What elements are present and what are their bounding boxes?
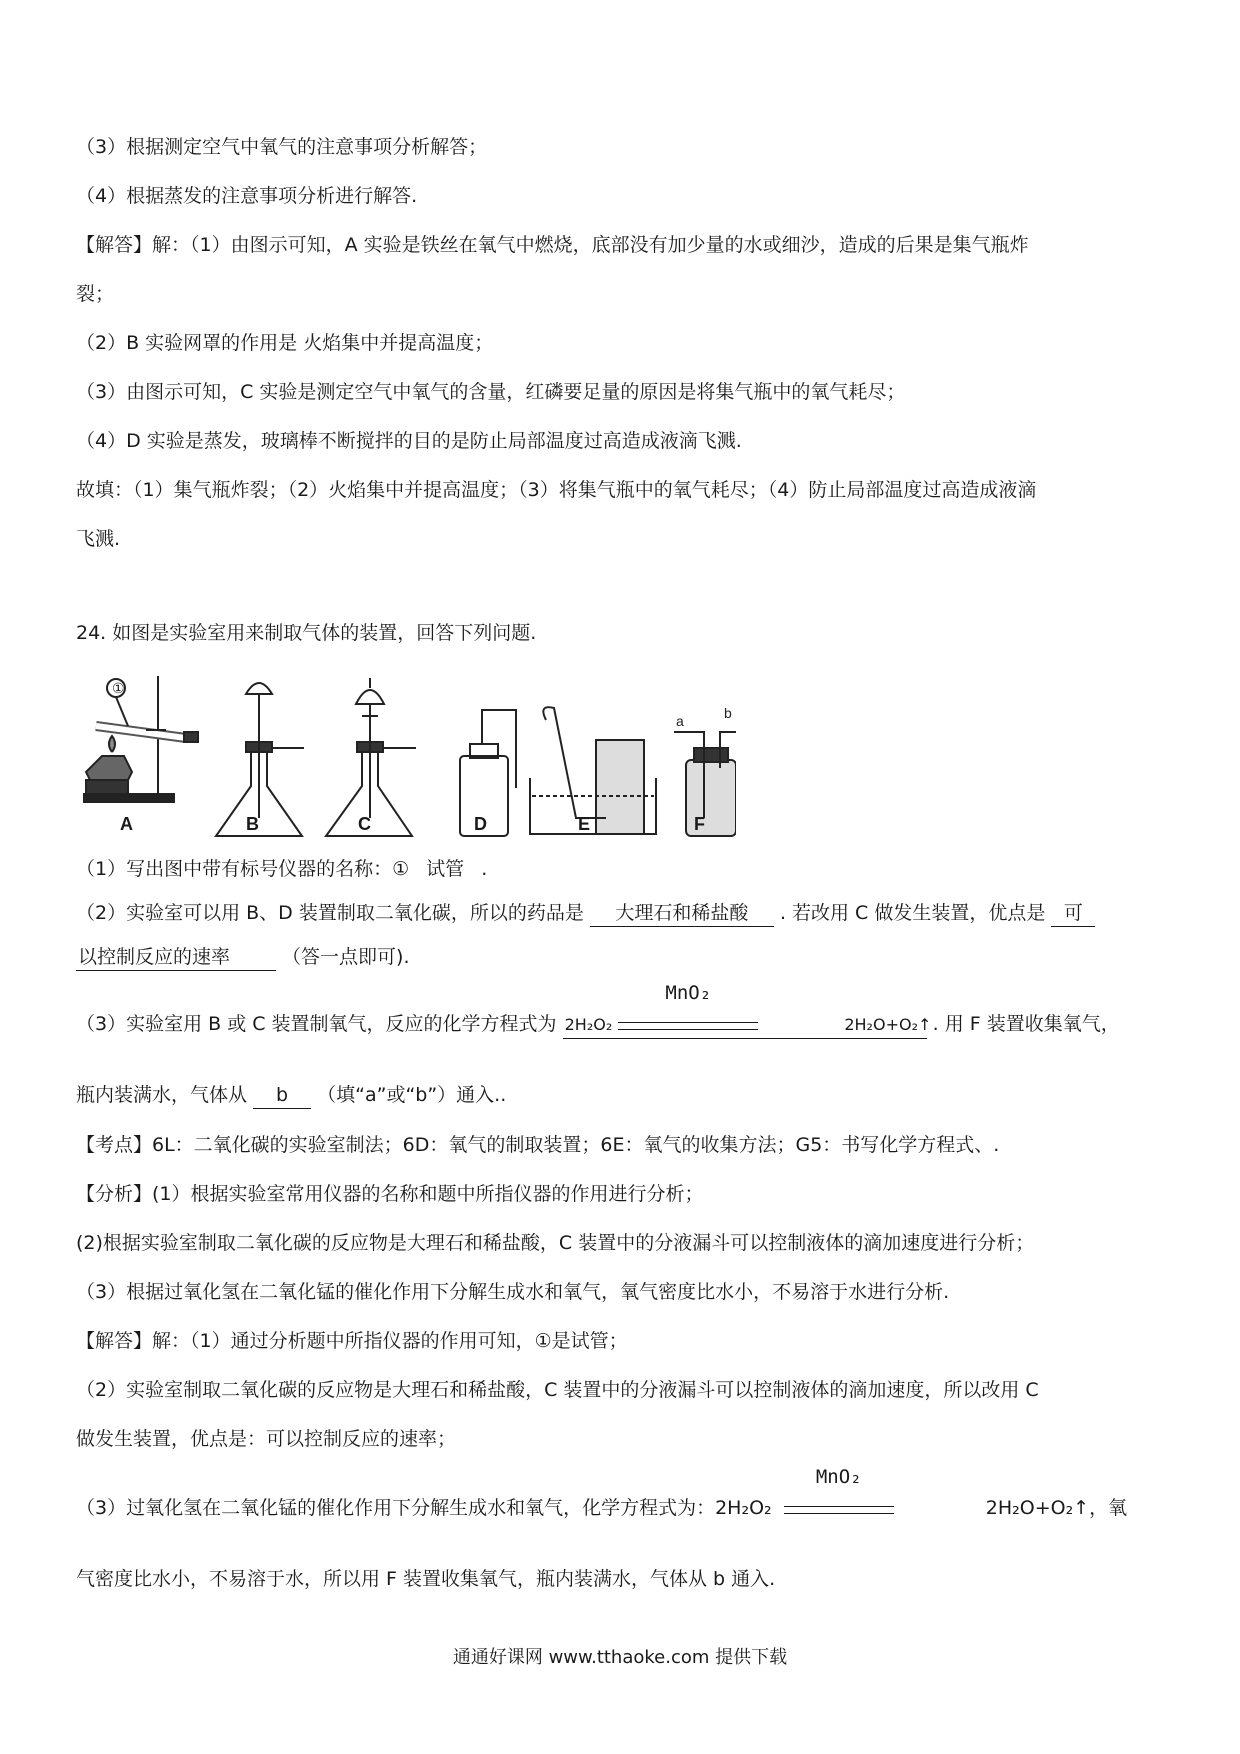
q24-part1-end: .	[481, 858, 488, 880]
question-24-stem: 24. 如图是实验室用来制取气体的装置，回答下列问题.	[76, 622, 537, 644]
jieda-line-5: 气密度比水小，不易溶于水，所以用 F 装置收集氧气，瓶内装满水，气体从 b 通入.	[76, 1568, 776, 1590]
fill-answer-line-1: 故填：（1）集气瓶炸裂；（2）火焰集中并提高温度；（3）将集气瓶中的氧气耗尽；（4）防止局部温度过高造成液滴	[76, 479, 1037, 501]
fill-answer-line-2: 飞溅.	[76, 528, 121, 550]
jieda-line-1: 【解答】解：（1）通过分析题中所指仪器的作用可知，①是试管；	[76, 1330, 628, 1352]
marker-1: ①	[112, 680, 125, 696]
label-c: C	[358, 814, 371, 834]
label-e: E	[578, 814, 591, 834]
answer-line-1: 【解答】解：（1）由图示可知，A 实验是铁丝在氧气中燃烧，底部没有加少量的水或细沙，造成的后果是集气瓶炸	[76, 234, 1029, 256]
q24-part1-answer: 试管	[426, 858, 465, 880]
answer-line-3: （2）B 实验网罩的作用是 火焰集中并提高温度；	[76, 332, 494, 354]
q24-part2-line1	[76, 900, 1168, 927]
jieda-line-4	[76, 1466, 1168, 1521]
q24-part3b-end: （填“a”或“b”）通入..	[317, 1084, 507, 1106]
jieda4-right: 2H₂O+O₂↑，氧	[985, 1497, 1128, 1519]
q24-part3-line2	[76, 1082, 1168, 1109]
q24-part1-prompt: （1）写出图中带有标号仪器的名称：①	[76, 858, 410, 880]
fenxi-line-1: 【分析】(1）根据实验室常用仪器的名称和题中所指仪器的作用进行分析；	[76, 1183, 704, 1205]
jieda-line-2: （2）实验室制取二氧化碳的反应物是大理石和稀盐酸，C 装置中的分液漏斗可以控制液体的滴加速度，所以改用 C	[76, 1379, 1039, 1401]
q24-part2-answer-adv-a: 可	[1051, 900, 1095, 927]
page-footer: 通通好课网 www.tthaoke.com 提供下载	[452, 1647, 788, 1668]
port-b-label: b	[724, 705, 732, 721]
answer-line-2: 裂；	[76, 283, 115, 305]
label-a: A	[120, 814, 133, 834]
q24-part2-answer-adv-b: 以控制反应的速率	[76, 944, 276, 971]
analysis-line-4: （4）根据蒸发的注意事项分析进行解答.	[76, 185, 418, 207]
q24-part3-equation	[563, 982, 932, 1039]
eq-catalyst: MnO₂	[665, 982, 712, 1004]
q24-part2-answer-drugs: 大理石和稀盐酸	[590, 900, 774, 927]
jieda4-catalyst: MnO₂	[815, 1466, 862, 1488]
jieda-line-3: 做发生装置，优点是：可以控制反应的速率；	[76, 1428, 457, 1450]
label-b: B	[246, 814, 259, 834]
q24-part1	[76, 856, 1168, 882]
eq-left: 2H₂O₂	[564, 1015, 613, 1034]
q24-part2-end: （答一点即可).	[282, 946, 410, 968]
analysis-line-3: （3）根据测定空气中氧气的注意事项分析解答；	[76, 136, 488, 158]
q24-part2-line2	[76, 944, 1168, 971]
q24-part3-line1	[76, 982, 1168, 1039]
answer-line-4: （3）由图示可知，C 实验是测定空气中氧气的含量，红磷要足量的原因是将集气瓶中的氧气耗尽；	[76, 381, 906, 403]
jieda4-arrow	[784, 1466, 894, 1514]
jieda4-text: （3）过氧化氢在二氧化锰的催化作用下分解生成水和氧气，化学方程式为：2H₂O₂	[76, 1497, 772, 1519]
q24-part3b-prompt: 瓶内装满水，气体从	[76, 1084, 248, 1106]
kaodian-line: 【考点】6L：二氧化碳的实验室制法；6D：氧气的制取装置；6E：氧气的收集方法；G5：书写化学方程式、.	[76, 1134, 1000, 1156]
eq-arrow	[618, 982, 758, 1030]
q24-part3b-answer: b	[253, 1082, 311, 1109]
label-f: F	[694, 814, 705, 834]
eq-right: 2H₂O+O₂↑	[844, 1015, 932, 1034]
apparatus-a	[84, 676, 198, 802]
label-d: D	[474, 814, 487, 834]
q24-part2-mid: . 若改用 C 做发生装置，优点是	[779, 902, 1046, 924]
figure-labels	[76, 814, 756, 840]
apparatus-c	[326, 678, 416, 836]
q24-part3-prompt: （3）实验室用 B 或 C 装置制氧气，反应的化学方程式为	[76, 1013, 557, 1035]
fenxi-line-2: (2)根据实验室制取二氧化碳的反应物是大理石和稀盐酸，C 装置中的分液漏斗可以控制液体的滴加速度进行分析；	[76, 1232, 1035, 1254]
port-a-label: a	[676, 713, 684, 729]
fenxi-line-3: （3）根据过氧化氢在二氧化锰的催化作用下分解生成水和氧气，氧气密度比水小，不易溶于水进行分析.	[76, 1281, 950, 1303]
q24-part3-mid: . 用 F 装置收集氧气，	[932, 1013, 1120, 1035]
answer-line-5: （4）D 实验是蒸发，玻璃棒不断搅拌的目的是防止局部温度过高造成液滴飞溅.	[76, 430, 742, 452]
q24-part2-prompt: （2）实验室可以用 B、D 装置制取二氧化碳，所以的药品是	[76, 902, 584, 924]
